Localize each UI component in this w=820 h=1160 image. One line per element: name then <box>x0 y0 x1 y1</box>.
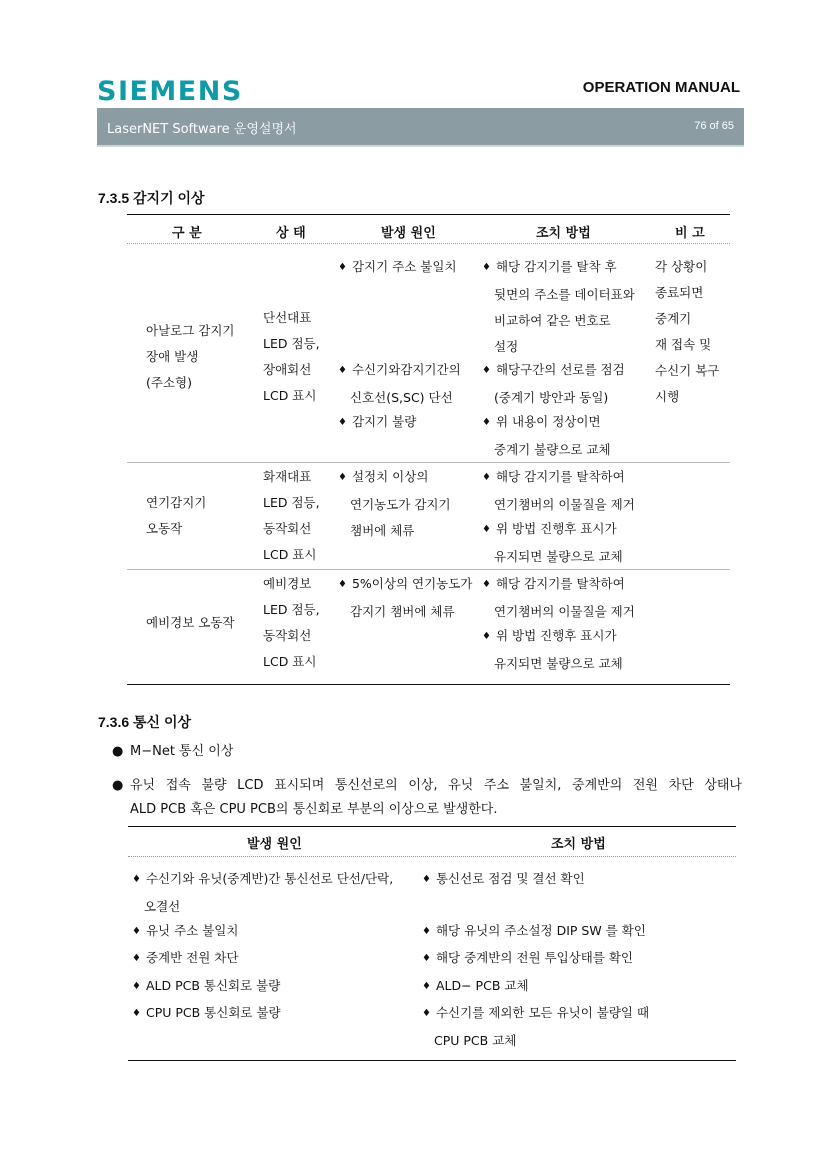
table-row: ♦ ALD PCB 통신회로 불량 <box>132 973 280 1001</box>
row1-note: 각 상황이 종료되면 중계기 재 접속 및 수신기 복구 시행 <box>655 259 720 404</box>
row3-cause1: ♦ 5%이상의 연기농도가 감지기 챔버에 체류 <box>338 571 472 625</box>
col-cause: 발생 원인 <box>381 226 436 241</box>
table1-header-rule <box>127 243 730 244</box>
table2-bottom-rule <box>128 1060 736 1061</box>
list-item: ● M−Net 통신 이상 <box>130 739 233 765</box>
row1-divider <box>127 462 730 463</box>
col-note: 비 고 <box>675 226 705 241</box>
row3-action1: ♦ 해당 감지기를 탈착하여 연기챔버의 이물질을 제거 <box>482 571 635 625</box>
row1-cause1: ♦ 감지기 주소 불일치 <box>338 254 457 282</box>
col-category: 구 분 <box>172 226 202 241</box>
manual-label: OPERATION MANUAL <box>582 79 740 96</box>
table-row: ♦ 수신기를 제외한 모든 유닛이 불량일 때 CPU PCB 교체 <box>422 1000 649 1054</box>
table1-top-rule <box>127 214 730 215</box>
bullet-dot-icon: ● <box>112 744 124 759</box>
table-row: ♦ 통신선로 점검 및 결선 확인 <box>422 866 585 894</box>
row1-category: 아날로그 감지기 장애 발생 (주소형) <box>146 323 235 390</box>
bullet-dot-icon: ● <box>112 778 124 793</box>
table-row: ♦ 해당 유닛의 주소설정 DIP SW 를 확인 <box>422 918 646 946</box>
table1-bottom-rule <box>127 684 730 685</box>
row2-action2: ♦ 위 방법 진행후 표시가 유지되면 불량으로 교체 <box>482 516 623 570</box>
row3-state: 예비경보 LED 점등, 동작회선 LCD 표시 <box>263 576 320 669</box>
header-band <box>97 108 744 145</box>
row1-action1: ♦ 해당 감지기를 탈착 후 뒷면의 주소를 데이터표와 비교하여 같은 번호로 설정 <box>482 254 635 360</box>
list-item-continuation: ALD PCB 혹은 CPU PCB의 통신회로 부분의 이상으로 발생한다. <box>130 802 498 817</box>
siemens-logo: SIEMENS <box>97 76 243 107</box>
row2-divider <box>127 569 730 570</box>
row2-state: 화재대표 LED 점등, 동작회선 LCD 표시 <box>263 469 320 562</box>
col-state: 상 태 <box>276 226 306 241</box>
table-row: ♦ ALD− PCB 교체 <box>422 973 529 1001</box>
row2-category: 연기감지기 오동작 <box>146 495 207 536</box>
row1-action3: ♦ 위 내용이 정상이면 중계기 불량으로 교체 <box>482 409 611 463</box>
section-title-communication: 7.3.6 통신 이상 <box>98 714 192 730</box>
doc-title: LaserNET Software 운영설명서 <box>107 122 297 137</box>
row1-action2: ♦ 해당구간의 선로를 점검 (중계기 방안과 동일) <box>482 357 625 411</box>
table-row: ♦ 해당 중계반의 전원 투입상태를 확인 <box>422 945 633 973</box>
row3-category: 예비경보 오동작 <box>146 615 235 630</box>
row2-action1: ♦ 해당 감지기를 탈착하여 연기챔버의 이물질을 제거 <box>482 464 635 518</box>
table-row: ♦ CPU PCB 통신회로 불량 <box>132 1000 281 1028</box>
section-title-detector: 7.3.5 감지기 이상 <box>98 190 205 206</box>
row1-cause3: ♦ 감지기 불량 <box>338 409 416 437</box>
list-item: ● 유닛 접속 불량 LCD 표시되며 통신선로의 이상, 유닛 주소 불일치, 중계반의 전원 차단 상태나 <box>130 773 742 799</box>
table-row: ♦ 유닛 주소 불일치 <box>132 918 238 946</box>
table2-header-rule <box>128 856 736 857</box>
col-action: 조치 방법 <box>536 226 591 241</box>
row3-action2: ♦ 위 방법 진행후 표시가 유지되면 불량으로 교체 <box>482 623 623 677</box>
table-row: ♦ 수신기와 유닛(중계반)간 통신선로 단선/단락, 오결선 <box>132 866 393 920</box>
row1-state: 단선대표 LED 점등, 장애회선 LCD 표시 <box>263 310 320 403</box>
table-row: ♦ 중계반 전원 차단 <box>132 945 238 973</box>
page-number: 76 of 65 <box>694 120 734 132</box>
col2-action: 조치 방법 <box>551 837 606 852</box>
table2-top-rule <box>128 826 736 827</box>
header-band-shadow <box>97 145 744 147</box>
row2-cause1: ♦ 설정치 이상의 연기농도가 감지기 챔버에 체류 <box>338 464 451 544</box>
row1-cause2: ♦ 수신기와감지기간의 신호선(S,SC) 단선 <box>338 357 461 411</box>
col2-cause: 발생 원인 <box>247 837 302 852</box>
